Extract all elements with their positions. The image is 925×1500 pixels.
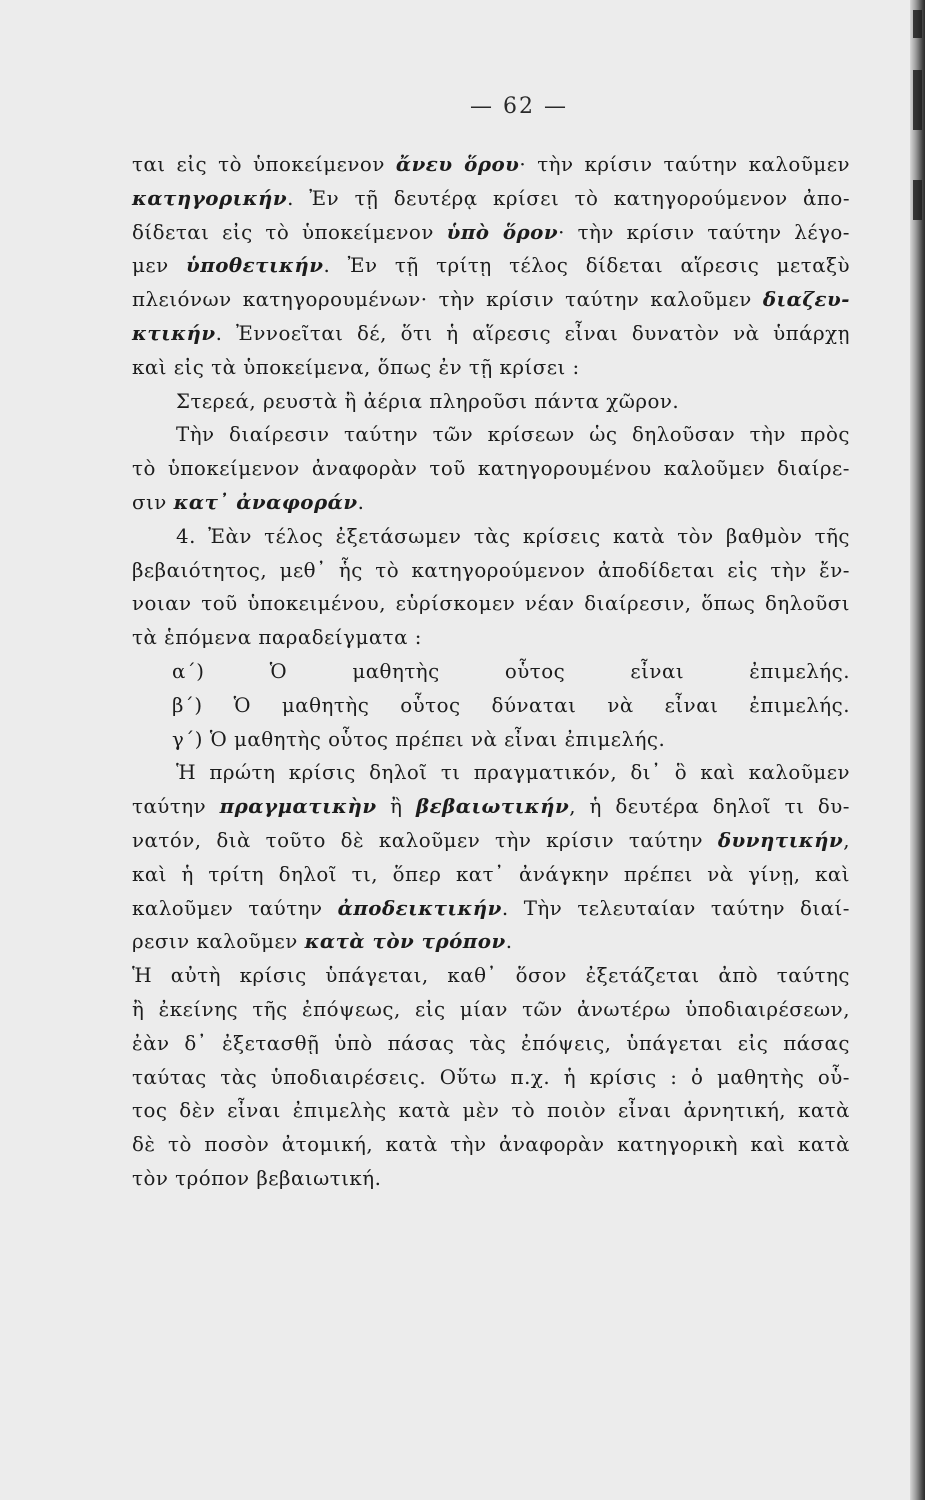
text-run: σιν: [132, 490, 174, 514]
text-run: βεβαιότητος, μεθ᾽ ἧς τὸ κατηγορούμενον ἀποδίδεται εἰς τὴν ἔν-: [132, 558, 850, 582]
edge-shadow: [913, 180, 922, 220]
text-run: ἢ: [376, 795, 416, 819]
text-run: .: [357, 490, 365, 514]
text-run: γ´) Ὁ μαθητὴς οὗτος πρέπει νὰ εἶναι ἐπιμελής.: [172, 727, 666, 751]
text-line: [132, 621, 850, 655]
edge-shadow: [913, 10, 922, 38]
text-line: [132, 418, 850, 452]
text-run: καλοῦμεν ταύτην: [132, 896, 338, 920]
text-line: [132, 554, 850, 588]
text-run: ταύτην: [132, 795, 220, 819]
text-run: Ἡ πρώτη κρίσις δηλοῖ τι πραγματικόν, δι᾽ ὃ καὶ καλοῦμεν: [176, 761, 850, 785]
text-run: καὶ ἡ τρίτη δηλοῖ τι, ὅπερ κατ᾽ ἀνάγκην πρέπει νὰ γίνῃ, καὶ: [132, 862, 850, 886]
text-run: δὲ τὸ ποσὸν ἀτομική, κατὰ τὴν ἀναφορὰν κατηγορικὴ καὶ κατὰ: [132, 1133, 850, 1157]
text-run: ἐὰν δ᾽ ἐξετασθῇ ὑπὸ πάσας τὰς ἐπόψεις, ὑπάγεται εἰς πάσας: [132, 1031, 850, 1055]
text-run: καὶ εἰς τὰ ὑποκείμενα, ὅπως ἐν τῇ κρίσει :: [132, 355, 580, 379]
page-number: — 62 —: [470, 94, 568, 119]
text-line: [132, 587, 850, 621]
body-text: [132, 148, 850, 1196]
text-line: [132, 756, 850, 790]
text-line: [132, 1128, 850, 1162]
text-run: . Ἐν τῇ δευτέρᾳ κρίσει τὸ κατηγορούμενον ἀπο-: [287, 186, 850, 210]
text-line: [132, 452, 850, 486]
emphasized-term: πραγματικὴν: [219, 794, 377, 819]
text-line: [132, 351, 850, 385]
text-line: [132, 723, 850, 757]
text-line: [132, 1027, 850, 1061]
text-run: πλειόνων κατηγορουμένων· τὴν κρίσιν ταύτην καλοῦμεν: [132, 288, 763, 312]
text-run: .: [505, 930, 513, 954]
emphasized-term: κτικήν: [132, 320, 216, 345]
text-line: [132, 892, 850, 926]
emphasized-term: δυνητικήν: [717, 827, 844, 852]
text-run: β´) Ὁ μαθητὴς οὗτος δύναται νὰ εἶναι ἐπιμελής.: [172, 693, 850, 717]
text-run: μεν: [132, 254, 187, 278]
text-run: . Ἐν τῇ τρίτῃ τέλος δίδεται αἵρεσις μεταξὺ: [323, 254, 850, 278]
emphasized-term: ὑπὸ ὅρον: [446, 219, 559, 244]
text-run: . Τὴν τελευταίαν ταύτην διαί-: [501, 896, 850, 920]
text-line: [132, 689, 850, 723]
text-line: [132, 148, 850, 182]
text-line: [132, 486, 850, 520]
text-run: τος δὲν εἶναι ἐπιμελὴς κατὰ μὲν τὸ ποιὸν εἶναι ἀρνητική, κατὰ: [132, 1099, 850, 1123]
text-line: [132, 520, 850, 554]
text-run: τὸν τρόπον βεβαιωτική.: [132, 1166, 382, 1190]
text-line: [132, 993, 850, 1027]
emphasized-term: ἀποδεικτικήν: [337, 895, 502, 920]
text-run: τὰ ἑπόμενα παραδείγματα :: [132, 626, 422, 650]
emphasized-term: κατὰ τὸν τρόπον: [304, 929, 506, 954]
text-line: [132, 790, 850, 824]
text-line: [132, 249, 850, 283]
text-line: [132, 317, 850, 351]
text-run: · τὴν κρίσιν ταύτην καλοῦμεν: [519, 153, 850, 176]
text-line: [132, 385, 850, 419]
emphasized-term: κατηγορικήν: [132, 185, 288, 210]
edge-shadow: [913, 70, 922, 130]
text-run: ρεσιν καλοῦμεν: [132, 930, 305, 954]
text-line: [132, 283, 850, 317]
text-line: [132, 824, 850, 858]
text-run: νατόν, διὰ τοῦτο δὲ καλοῦμεν τὴν κρίσιν ταύτην: [132, 828, 718, 852]
text-line: [132, 1162, 850, 1196]
text-line: [132, 1094, 850, 1128]
emphasized-term: βεβαιωτικήν: [415, 794, 570, 819]
text-line: [132, 858, 850, 892]
text-run: τὸ ὑποκείμενον ἀναφορὰν τοῦ κατηγορουμένου καλοῦμεν διαίρε-: [132, 457, 850, 481]
text-line: [132, 655, 850, 689]
text-run: ταύτας τὰς ὑποδιαιρέσεις. Οὕτω π.χ. ἡ κρίσις : ὁ μαθητὴς οὗ-: [132, 1065, 850, 1089]
emphasized-term: ὑποθετικήν: [186, 253, 324, 278]
text-run: ,: [843, 828, 850, 852]
text-line: [132, 216, 850, 250]
text-run: νοιαν τοῦ ὑποκειμένου, εὑρίσκομεν νέαν διαίρεσιν, ὅπως δηλοῦσι: [132, 592, 850, 616]
emphasized-term: κατ᾽ ἀναφοράν: [173, 489, 358, 514]
text-run: · τὴν κρίσιν ταύτην λέγο-: [558, 220, 850, 244]
text-line: [132, 1061, 850, 1095]
text-run: δίδεται εἰς τὸ ὑποκείμενον: [132, 220, 447, 244]
text-run: Τὴν διαίρεσιν ταύτην τῶν κρίσεων ὡς δηλοῦσαν τὴν πρὸς: [176, 423, 850, 447]
emphasized-term: διαζευ-: [762, 287, 850, 312]
text-run: ἢ ἐκείνης τῆς ἐπόψεως, εἰς μίαν τῶν ἀνωτέρω ὑποδιαιρέσεων,: [132, 997, 850, 1021]
text-line: [132, 959, 850, 993]
text-run: ται εἰς τὸ ὑποκείμενον: [132, 153, 396, 176]
text-run: 4. Ἐὰν τέλος ἐξετάσωμεν τὰς κρίσεις κατὰ τὸν βαθμὸν τῆς: [176, 524, 850, 548]
text-run: α´) Ὁ μαθητὴς οὗτος εἶναι ἐπιμελής.: [172, 659, 850, 683]
text-line: [132, 182, 850, 216]
page-edge: [910, 0, 925, 1500]
emphasized-term: ἄνευ ὅρου: [395, 152, 520, 176]
text-run: Στερεά, ρευστὰ ἢ ἀέρια πληροῦσι πάντα χῶρον.: [176, 389, 680, 413]
text-run: , ἡ δευτέρα δηλοῖ τι δυ-: [569, 795, 850, 819]
text-run: Ἡ αὐτὴ κρίσις ὑπάγεται, καθ᾽ ὅσον ἐξετάζεται ἀπὸ ταύτης: [132, 964, 850, 988]
text-line: [132, 925, 850, 959]
text-run: . Ἐννοεῖται δέ, ὅτι ἡ αἵρεσις εἶναι δυνατὸν νὰ ὑπάρχῃ: [215, 321, 850, 345]
